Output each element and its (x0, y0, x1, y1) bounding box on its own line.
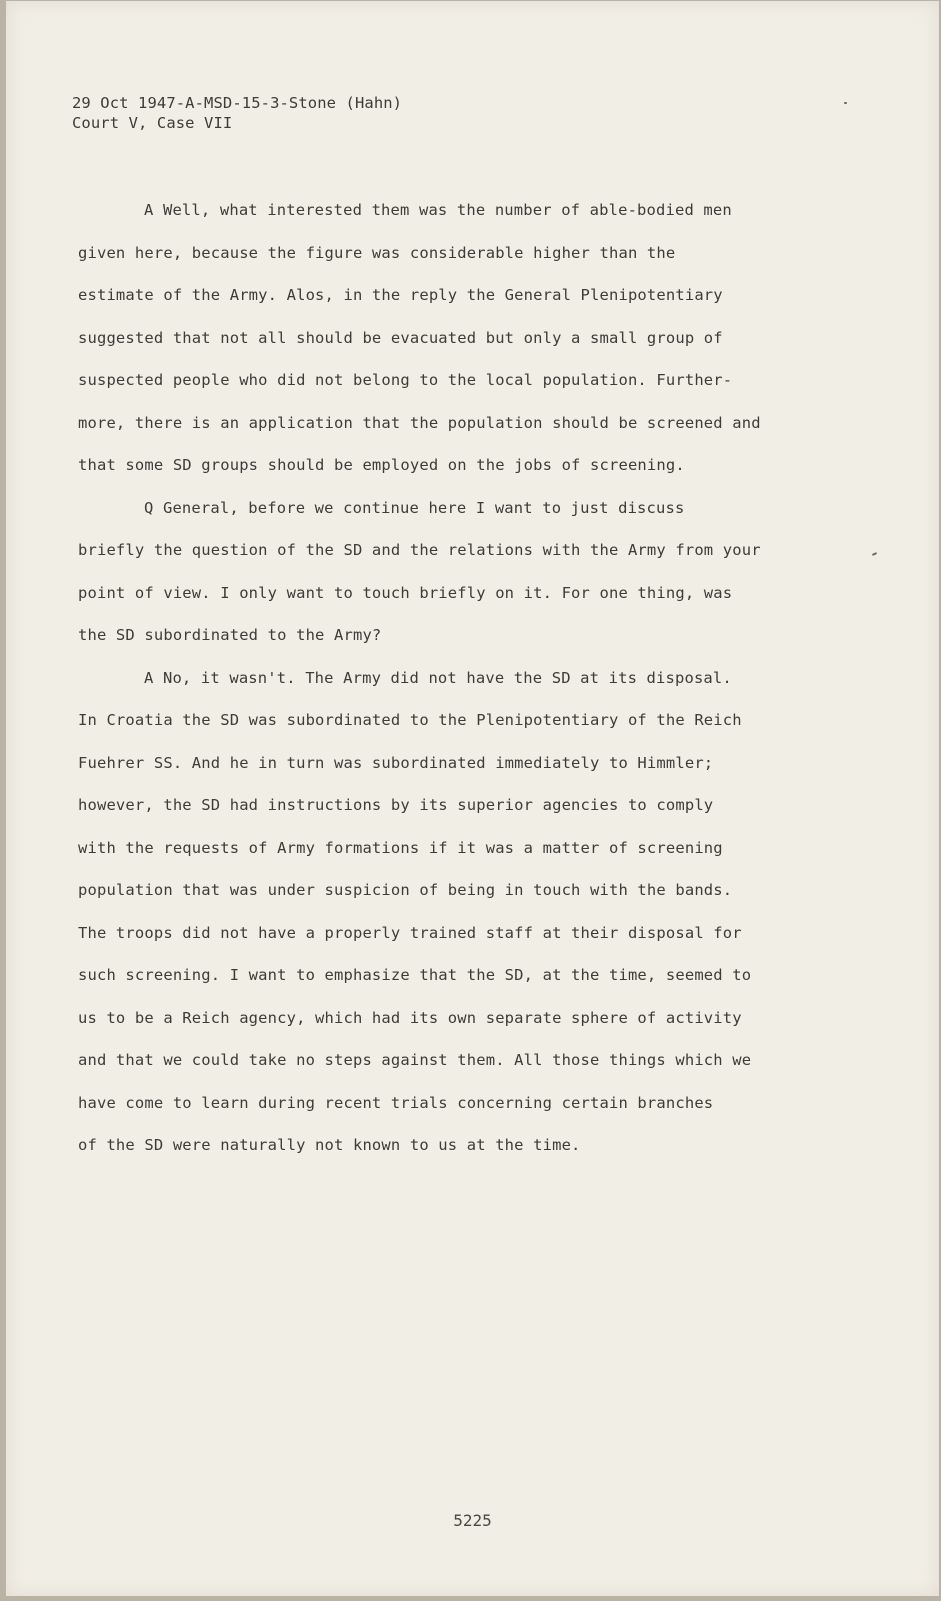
text-line: however, the SD had instructions by its superior agencies to comply (78, 796, 714, 814)
text-line: briefly the question of the SD and the relations with the Army from your (78, 541, 761, 559)
text-line: of the SD were naturally not known to us at the time. (78, 1136, 581, 1154)
page-number: 5225 (453, 1511, 492, 1530)
text-line: given here, because the figure was considerable higher than the (78, 243, 676, 262)
document-header (72, 93, 402, 133)
header-court-case: Court V, Case VII (72, 114, 233, 132)
text-line: point of view. I only want to touch briefly on it. For one thing, was (78, 583, 733, 602)
text-line: population that was under suspicion of being in touch with the bands. (78, 881, 733, 899)
text-line: with the requests of Army formations if it was a matter of screening (78, 838, 723, 857)
text-line: the SD subordinated to the Army? (78, 626, 382, 644)
text-line: have come to learn during recent trials concerning certain branches (78, 1093, 714, 1112)
paper-speck (872, 552, 877, 556)
text-line: suspected people who did not belong to the local population. Further- (78, 371, 733, 389)
paper-speck (844, 102, 847, 104)
text-line: that some SD groups should be employed on the jobs of screening. (78, 456, 685, 474)
text-line: such screening. I want to emphasize that the SD, at the time, seemed to (78, 966, 752, 984)
text-line: In Croatia the SD was subordinated to the Plenipotentiary of the Reich (78, 711, 742, 729)
text-line: The troops did not have a properly trained staff at their disposal for (78, 923, 742, 942)
text-line: and that we could take no steps against them. All those things which we (78, 1051, 752, 1069)
text-line: suggested that not all should be evacuated but only a small group of (78, 328, 723, 347)
transcript-body (78, 189, 838, 1167)
text-line: A No, it wasn't. The Army did not have the SD at its disposal. (144, 668, 732, 687)
text-line: Q General, before we continue here I want to just discuss (144, 498, 685, 517)
text-line: A Well, what interested them was the number of able-bodied men (144, 201, 732, 219)
text-line: more, there is an application that the population should be screened and (78, 413, 761, 432)
text-line: Fuehrer SS. And he in turn was subordinated immediately to Himmler; (78, 753, 714, 772)
header-date-reference: 29 Oct 1947-A-MSD-15-3-Stone (Hahn) (72, 94, 403, 112)
document-page (6, 1, 939, 1596)
text-line: us to be a Reich agency, which had its own separate sphere of activity (78, 1008, 742, 1027)
text-line: estimate of the Army. Alos, in the reply the General Plenipotentiary (78, 286, 723, 304)
